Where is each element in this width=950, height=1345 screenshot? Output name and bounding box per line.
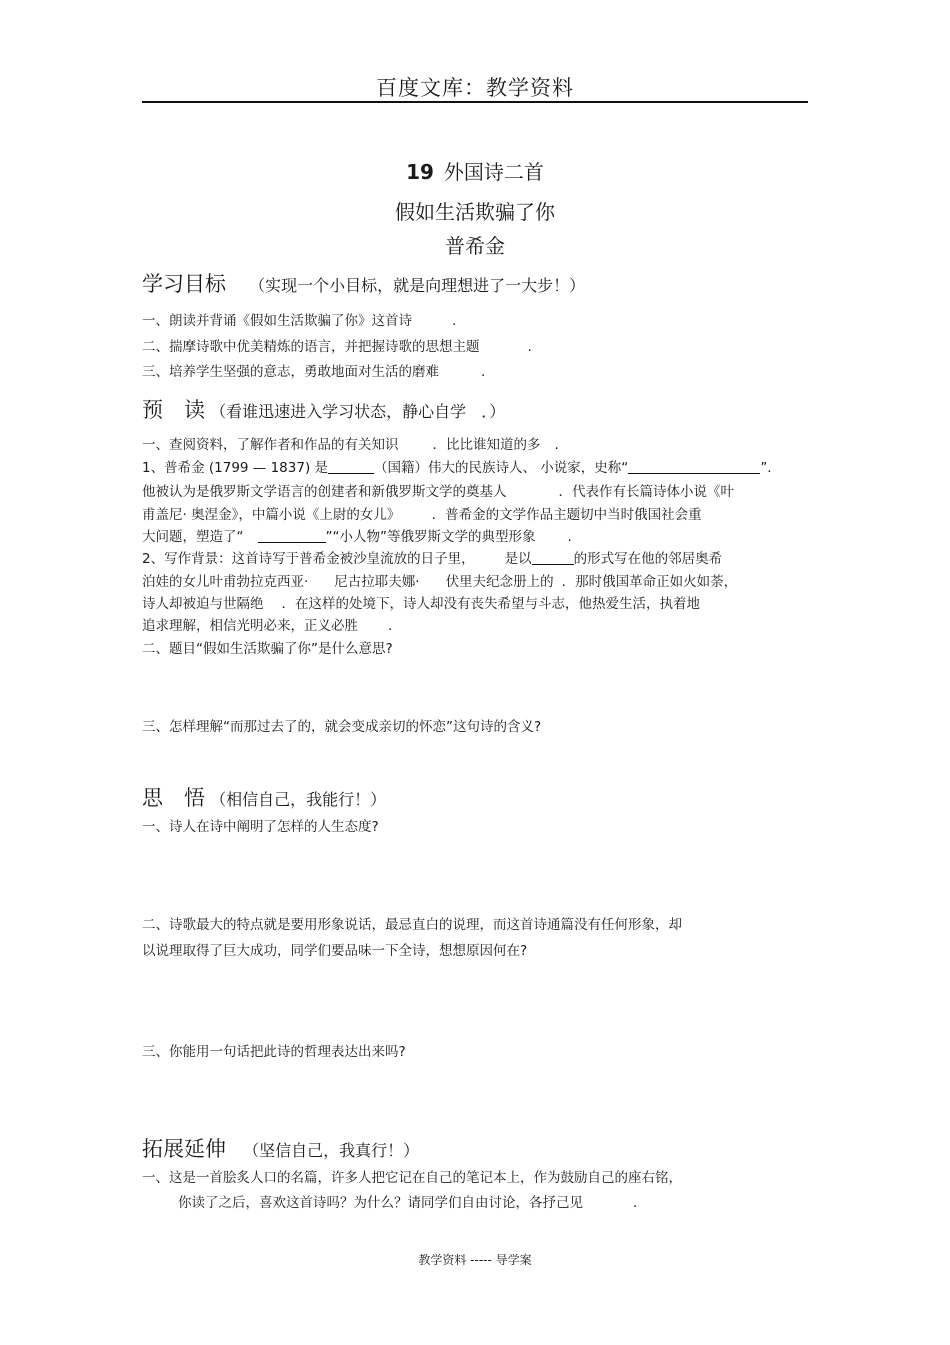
page-header: 百度文库：教学资料 [376,76,574,100]
lesson-title [0,156,950,185]
extend-question-1-line-1: 一、这是一首脍炙人口的名篇，许多人把它记在自己的笔记本上，作为鼓励自己的座右铭， [142,1170,682,1186]
extend-note: （坚信自己，我真行！） [243,1141,420,1160]
reflect-question-3: 三、你能用一句话把此诗的哲理表达出来吗? [142,1044,406,1060]
text: ．普希金的文学作品主题切中当时俄国社会重 [431,507,702,523]
text: 尼古拉耶夫娜· [334,574,420,590]
text: 1、普希金 (1799 — 1837) 是 [142,460,329,476]
fill-blank-nationality[interactable] [328,459,374,474]
goals-heading: 学习目标 [142,272,226,296]
extend-section-heading [142,1133,419,1163]
header-rule [142,101,808,103]
text: 诗人却被迫与世隔绝 [142,596,264,612]
preview-line: 大问题，塑造了“ ”“小人物”等俄罗斯文学的典型形象 . [142,529,572,545]
goal-item: 三、培养学生坚强的意志，勇敢地面对生活的磨难 . [142,364,486,380]
goals-section-heading [142,268,585,298]
text: ”“小人物”等俄罗斯文学的典型形象 [325,529,536,545]
text: 甫盖尼· 奥涅金》，中篇小说《上尉的女儿》 [142,507,394,523]
text: 你读了之后，喜欢这首诗吗？为什么？请同学们自由讨论，各抒己见 [178,1195,583,1211]
goal-item-text: 三、培养学生坚强的意志，勇敢地面对生活的磨难 [142,364,439,380]
reflect-section-heading [142,782,386,812]
author: 普希金 [445,234,505,258]
preview-note-end: ．） [481,402,506,421]
reflect-question-1: 一、诗人在诗中阐明了怎样的人生态度? [142,819,379,835]
extend-heading: 拓展延伸 [142,1137,226,1161]
goal-item: 二、揣摩诗歌中优美精炼的语言，并把握诗歌的思想主题 . [142,339,532,355]
text: 是以 [504,551,532,567]
text: ．比比谁知道的多 [432,437,541,453]
text: 大问题，塑造了“ [142,529,244,545]
preview-question-3: 三、怎样理解“而那过去了的，就会变成亲切的怀恋”这句诗的含义? [142,719,542,735]
reflect-heading: 思 悟 [142,786,205,810]
text: ．那时俄国革命正如火如荼， [561,574,738,590]
preview-line [142,592,700,612]
reflect-note: （相信自己，我能行！） [210,790,387,809]
preview-section-heading [142,394,505,424]
text: ． [633,1195,647,1211]
text: 他被认为是俄罗斯文学语言的创建者和新俄罗斯文学的奠基人 [142,484,507,500]
preview-note: （看谁迅速进入学习状态，静心自学 [210,402,467,421]
goal-item-text: 一、朗读并背诵《假如生活欺骗了你》这首诗 [142,313,412,329]
preview-line: 追求理解，相信光明必来，正义必胜 . [142,618,393,634]
text: 追求理解，相信光明必来，正义必胜 [142,618,358,634]
text: 伏里夫纪念册上的 [445,574,554,590]
poem-title: 假如生活欺骗了你 [395,200,555,224]
preview-question-1: 一、查阅资料，了解作者和作品的有关知识 ．比比谁知道的多 . [142,437,559,453]
page-footer: 教学资料 ----- 导学案 [418,1253,532,1267]
fill-blank-character[interactable] [258,528,326,543]
preview-line [142,480,734,500]
text: 一、查阅资料，了解作者和作品的有关知识 [142,437,399,453]
fill-blank-title[interactable] [628,459,760,474]
preview-line [142,570,737,590]
goals-note: （实现一个小目标，就是向理想进了一大步！） [249,276,586,295]
text: （国籍）伟大的民族诗人、 小说家，史称“ [374,460,629,476]
preview-line [142,456,772,476]
preview-question-2: 二、题目“假如生活欺骗了你”是什么意思? [142,641,393,657]
text: 泊娃的女儿叶甫勃拉克西亚· [142,574,309,590]
fill-blank-form[interactable] [532,550,574,565]
preview-heading: 预 读 [142,398,205,422]
text: ．代表作有长篇诗体小说《叶 [558,484,734,500]
goal-item-text: 二、揣摩诗歌中优美精炼的语言，并把握诗歌的思想主题 [142,339,480,355]
text: 2、写作背景：这首诗写于普希金被沙皇流放的日子里， [142,551,475,567]
preview-line [142,547,722,567]
extend-question-1-line-2 [178,1191,647,1211]
preview-line [142,503,702,523]
goal-item: 一、朗读并背诵《假如生活欺骗了你》这首诗 . [142,313,457,329]
lesson-title-text: 外国诗二首 [443,160,544,184]
text: ．在这样的处境下，诗人却没有丧失希望与斗志，他热爱生活，执着地 [281,596,700,612]
lesson-number: 19 [406,160,434,184]
text: ”. [760,460,772,476]
reflect-question-2-line-1: 二、诗歌最大的特点就是要用形象说话，最忌直白的说理，而这首诗通篇没有任何形象，却 [142,917,682,933]
reflect-question-2-line-2: 以说理取得了巨大成功，同学们要品味一下全诗，想想原因何在? [142,943,528,959]
text: 的形式写在他的邻居奥希 [573,551,723,567]
